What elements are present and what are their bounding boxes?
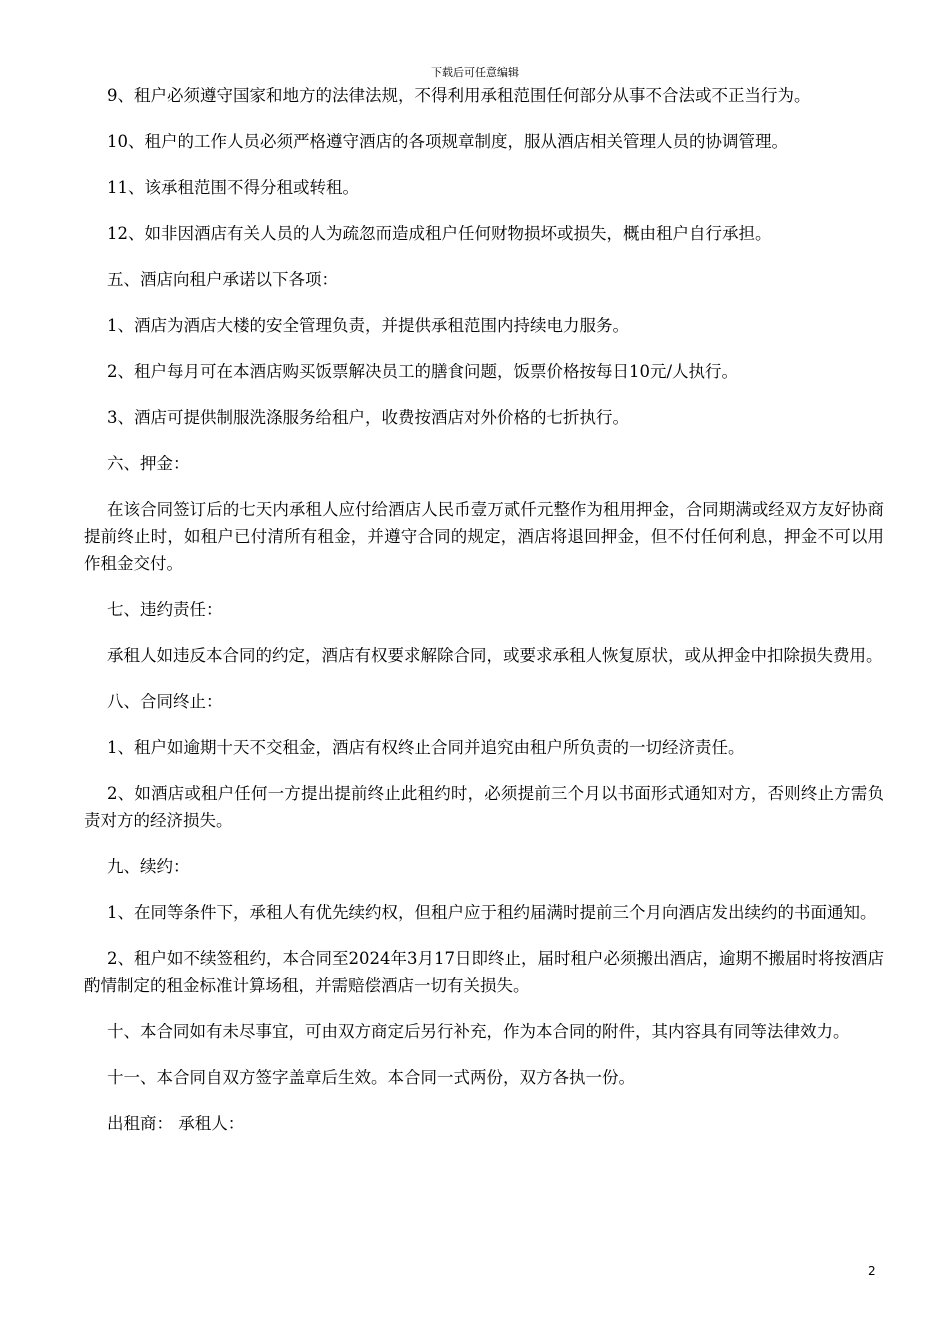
section-11-clause: 十一、本合同自双方签字盖章后生效。本合同一式两份，双方各执一份。 [107,1068,635,1087]
page-number: 2 [868,1264,876,1278]
section-5-item-1: 1、酒店为酒店大楼的安全管理负责，并提供承租范围内持续电力服务。 [107,316,629,335]
document-body [84,82,884,1156]
clause-11: 11、该承租范围不得分租或转租。 [107,178,359,197]
section-10-clause: 十、本合同如有未尽事宜，可由双方商定后另行补充，作为本合同的附件，其内容具有同等法律效力。 [107,1022,850,1041]
section-7-body: 承租人如违反本合同的约定，酒店有权要求解除合同，或要求承租人恢复原状，或从押金中扣除损失费用。 [107,646,883,665]
signature-line: 出租商： 承租人： [107,1114,245,1133]
section-9-item-2: 2、租户如不续签租约，本合同至2024年3月17日即终止，届时租户必须搬出酒店，逾期不搬届时将按酒店酌情制定的租金标准计算场租，并需赔偿酒店一切有关损失。 [84,949,884,995]
section-9-item-1: 1、在同等条件下，承租人有优先续约权，但租户应于租约届满时提前三个月向酒店发出续约的书面通知。 [107,903,877,922]
section-6-heading: 六、押金： [107,454,190,473]
section-5-item-3: 3、酒店可提供制服洗涤服务给租户，收费按酒店对外价格的七折执行。 [107,408,629,427]
section-8-item-2: 2、如酒店或租户任何一方提出提前终止此租约时，必须提前三个月以书面形式通知对方，否则终止方需负责对方的经济损失。 [84,784,884,830]
section-5-heading: 五、酒店向租户承诺以下各项： [107,270,338,289]
section-6-body: 在该合同签订后的七天内承租人应付给酒店人民币壹万贰仟元整作为租用押金，合同期满或经双方友好协商提前终止时，如租户已付清所有租金，并遵守合同的规定，酒店将退回押金，但不付任何利息，押金不可以用作租金交付。 [84,500,884,573]
section-7-heading: 七、违约责任： [107,600,223,619]
page-header: 下载后可任意编辑 [431,66,519,79]
clause-10: 10、租户的工作人员必须严格遵守酒店的各项规章制度，服从酒店相关管理人员的协调管理。 [107,132,788,151]
clause-12: 12、如非因酒店有关人员的人为疏忽而造成租户任何财物损坏或损失，概由租户自行承担。 [107,224,772,243]
section-9-heading: 九、续约： [107,857,190,876]
section-8-item-1: 1、租户如逾期十天不交租金，酒店有权终止合同并追究由租户所负责的一切经济责任。 [107,738,745,757]
section-5-item-2: 2、租户每月可在本酒店购买饭票解决员工的膳食问题，饭票价格按每日10元/人执行。 [107,362,739,381]
clause-9: 9、租户必须遵守国家和地方的法律法规，不得利用承租范围任何部分从事不合法或不正当行为。 [107,86,811,105]
section-8-heading: 八、合同终止： [107,692,223,711]
